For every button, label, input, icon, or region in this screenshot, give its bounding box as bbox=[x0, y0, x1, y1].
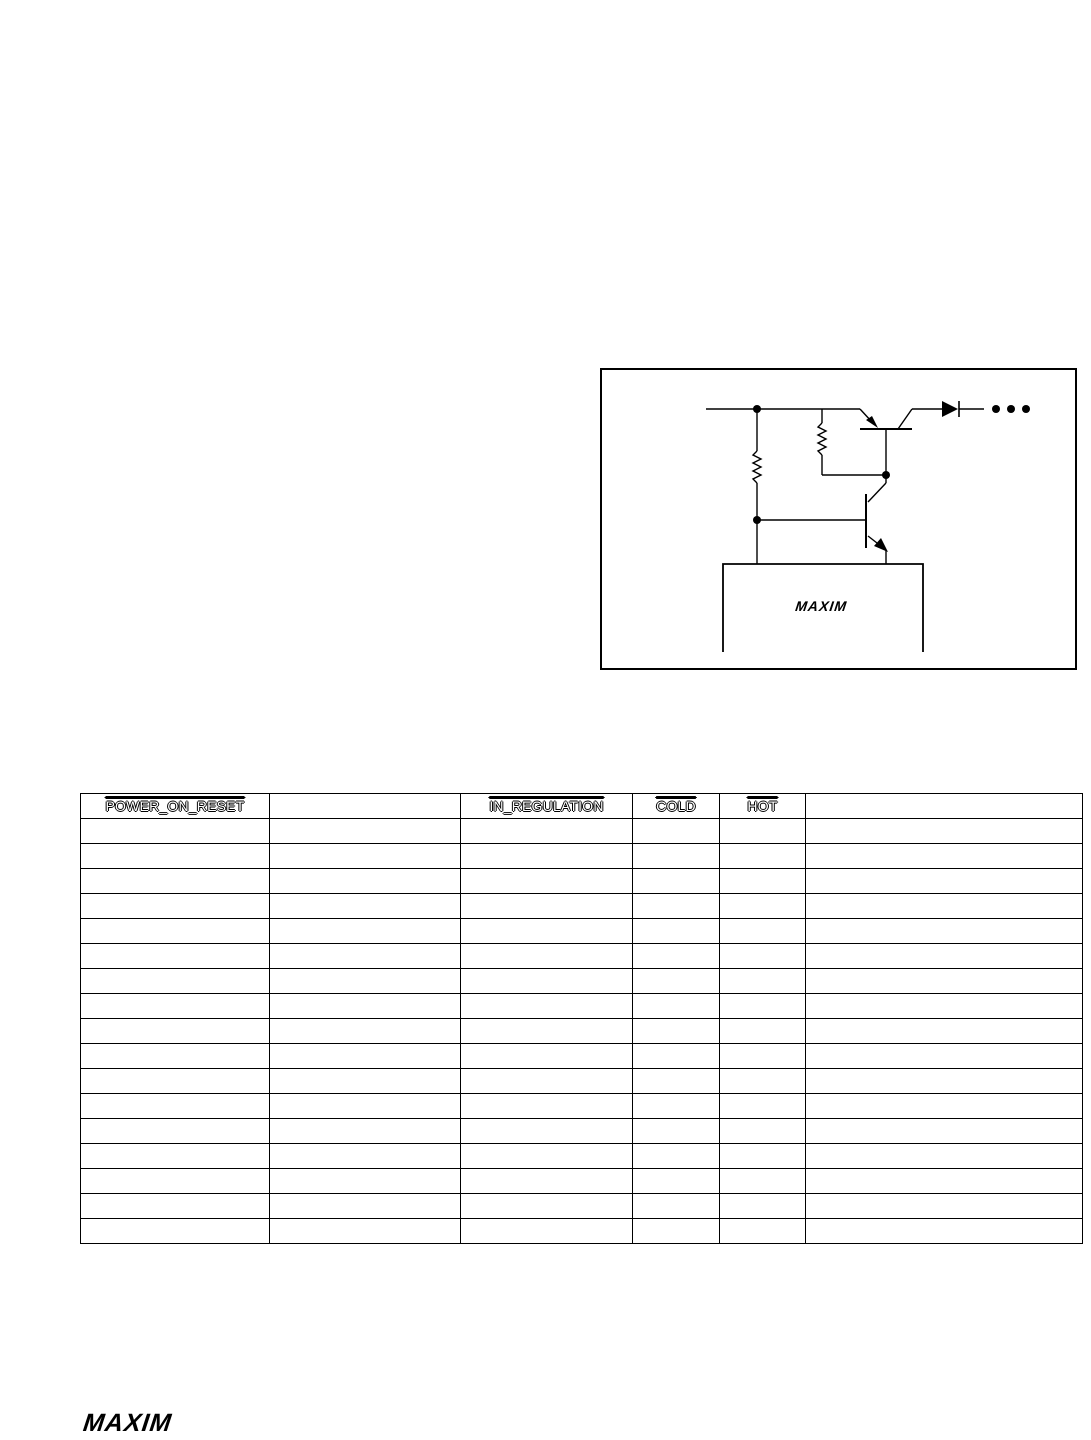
table-cell bbox=[270, 1144, 461, 1169]
table-cell bbox=[270, 1219, 461, 1244]
header-in-regulation: IN_REGULATION bbox=[461, 794, 633, 819]
table-cell bbox=[270, 1169, 461, 1194]
table-cell bbox=[461, 1194, 633, 1219]
table-cell bbox=[720, 969, 806, 994]
table-row bbox=[81, 1119, 1083, 1144]
table-cell bbox=[633, 1044, 720, 1069]
table-row bbox=[81, 819, 1083, 844]
table-row bbox=[81, 1094, 1083, 1119]
table-cell bbox=[720, 1144, 806, 1169]
table-cell bbox=[633, 1219, 720, 1244]
table-cell bbox=[806, 844, 1083, 869]
table-cell bbox=[720, 844, 806, 869]
table-row bbox=[81, 994, 1083, 1019]
table-row bbox=[81, 894, 1083, 919]
table-cell bbox=[633, 994, 720, 1019]
table-cell bbox=[806, 1119, 1083, 1144]
table-cell bbox=[633, 1019, 720, 1044]
continuation-dot bbox=[992, 405, 1000, 413]
table-cell bbox=[270, 969, 461, 994]
led-diode-triangle bbox=[942, 401, 958, 417]
continuation-dot bbox=[1022, 405, 1030, 413]
table-cell bbox=[806, 919, 1083, 944]
table-cell bbox=[806, 1194, 1083, 1219]
continuation-dot bbox=[1007, 405, 1015, 413]
table-body bbox=[81, 819, 1083, 1244]
resistor-right bbox=[818, 423, 826, 455]
table-row bbox=[81, 969, 1083, 994]
table-cell bbox=[461, 969, 633, 994]
table-cell bbox=[81, 1119, 270, 1144]
footer-logo-svg bbox=[80, 1410, 225, 1434]
header-hot: $\overline{HOT}$ bbox=[720, 794, 806, 819]
table-cell bbox=[633, 844, 720, 869]
table-row bbox=[81, 1044, 1083, 1069]
table-row bbox=[81, 1194, 1083, 1219]
table-cell bbox=[270, 1069, 461, 1094]
table-cell bbox=[81, 944, 270, 969]
circuit-schematic bbox=[602, 370, 1077, 670]
table-cell bbox=[806, 1094, 1083, 1119]
table-cell bbox=[720, 1169, 806, 1194]
table-cell bbox=[461, 919, 633, 944]
status-truth-table bbox=[80, 793, 1083, 1244]
footer-maxim-logo bbox=[80, 1410, 225, 1434]
table-row bbox=[81, 1069, 1083, 1094]
table-row bbox=[81, 844, 1083, 869]
table-cell bbox=[270, 944, 461, 969]
table-cell bbox=[81, 1219, 270, 1244]
table-cell bbox=[81, 869, 270, 894]
table-cell bbox=[720, 819, 806, 844]
table-cell bbox=[461, 844, 633, 869]
table-cell bbox=[81, 819, 270, 844]
table-row bbox=[81, 1019, 1083, 1044]
table-cell bbox=[461, 1219, 633, 1244]
table-row bbox=[81, 1219, 1083, 1244]
table-row bbox=[81, 1169, 1083, 1194]
table-cell bbox=[81, 1144, 270, 1169]
pnp-collector bbox=[898, 409, 912, 429]
header-power-on-reset: POWER_ON_RESET bbox=[81, 794, 270, 819]
table-header-row bbox=[81, 794, 1083, 819]
table-cell bbox=[806, 1044, 1083, 1069]
table-row bbox=[81, 919, 1083, 944]
chip-maxim-logo bbox=[793, 599, 850, 615]
table-cell bbox=[806, 969, 1083, 994]
table-cell bbox=[720, 944, 806, 969]
table-cell bbox=[633, 1119, 720, 1144]
table-cell bbox=[461, 994, 633, 1019]
table-cell bbox=[270, 869, 461, 894]
table-cell bbox=[806, 944, 1083, 969]
header-col-6 bbox=[806, 794, 1083, 819]
table-cell bbox=[806, 1069, 1083, 1094]
footer-logo-text: MAXIM bbox=[80, 1410, 177, 1434]
table-cell bbox=[461, 1094, 633, 1119]
npn-collector bbox=[868, 483, 886, 502]
table-cell bbox=[270, 1044, 461, 1069]
table-cell bbox=[461, 944, 633, 969]
table-cell bbox=[81, 1169, 270, 1194]
table-cell bbox=[270, 1194, 461, 1219]
table-cell bbox=[81, 844, 270, 869]
table-cell bbox=[720, 1019, 806, 1044]
table-cell bbox=[633, 1094, 720, 1119]
table-cell bbox=[633, 819, 720, 844]
table-cell bbox=[270, 1119, 461, 1144]
table-cell bbox=[81, 919, 270, 944]
table-cell bbox=[461, 869, 633, 894]
table-cell bbox=[633, 944, 720, 969]
table-cell bbox=[633, 1169, 720, 1194]
table-cell bbox=[270, 844, 461, 869]
header-cold: COLD bbox=[633, 794, 720, 819]
table-cell bbox=[806, 894, 1083, 919]
table-cell bbox=[270, 1094, 461, 1119]
table-cell bbox=[81, 1044, 270, 1069]
table-cell bbox=[81, 1094, 270, 1119]
table-cell bbox=[633, 1069, 720, 1094]
npn-emitter-arrow bbox=[874, 538, 888, 552]
table-cell bbox=[270, 819, 461, 844]
table-cell bbox=[461, 894, 633, 919]
table-cell bbox=[720, 869, 806, 894]
table-cell bbox=[461, 819, 633, 844]
table-cell bbox=[270, 1019, 461, 1044]
table-cell bbox=[806, 819, 1083, 844]
table-cell bbox=[461, 1144, 633, 1169]
table-cell bbox=[806, 1219, 1083, 1244]
table-cell bbox=[720, 1119, 806, 1144]
table-cell bbox=[720, 894, 806, 919]
table-cell bbox=[81, 969, 270, 994]
table-cell bbox=[270, 894, 461, 919]
resistor-left bbox=[753, 451, 761, 483]
table-cell bbox=[633, 1194, 720, 1219]
table-cell bbox=[806, 1019, 1083, 1044]
table-cell bbox=[270, 919, 461, 944]
table-row bbox=[81, 869, 1083, 894]
table-cell bbox=[806, 869, 1083, 894]
table-cell bbox=[720, 994, 806, 1019]
header-col-2 bbox=[270, 794, 461, 819]
table-row bbox=[81, 944, 1083, 969]
circuit-figure bbox=[600, 368, 1077, 670]
table-cell bbox=[81, 1069, 270, 1094]
table-cell bbox=[461, 1169, 633, 1194]
table-cell bbox=[806, 1169, 1083, 1194]
table-cell bbox=[720, 1194, 806, 1219]
table-cell bbox=[633, 869, 720, 894]
table-cell bbox=[270, 994, 461, 1019]
table-cell bbox=[81, 1194, 270, 1219]
table-cell bbox=[806, 1144, 1083, 1169]
table-row bbox=[81, 1144, 1083, 1169]
table-cell bbox=[461, 1019, 633, 1044]
table-cell bbox=[633, 1144, 720, 1169]
table-cell bbox=[720, 919, 806, 944]
table-cell bbox=[81, 994, 270, 1019]
table-cell bbox=[720, 1094, 806, 1119]
table-cell bbox=[461, 1119, 633, 1144]
table-cell bbox=[720, 1044, 806, 1069]
table-cell bbox=[806, 994, 1083, 1019]
table-cell bbox=[633, 894, 720, 919]
table-cell bbox=[633, 919, 720, 944]
table-cell bbox=[720, 1069, 806, 1094]
table-cell bbox=[461, 1069, 633, 1094]
table-cell bbox=[633, 969, 720, 994]
table-cell bbox=[461, 1044, 633, 1069]
table-cell bbox=[720, 1219, 806, 1244]
chip-logo-text: MAXIM bbox=[792, 599, 850, 615]
table-cell bbox=[81, 1019, 270, 1044]
table-cell bbox=[81, 894, 270, 919]
